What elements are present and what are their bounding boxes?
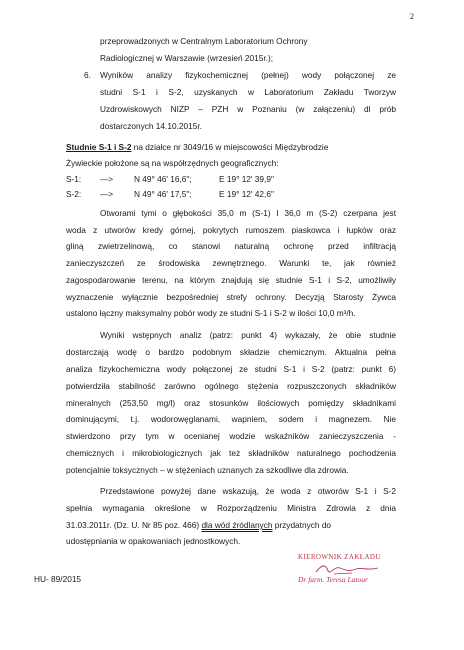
page-number: 2 (410, 12, 414, 21)
para2-line-9: potencjalnie toksycznych – w stężeniach uznanych za szkodliwe dla zdrowia. (66, 465, 349, 475)
list-item-6-line-2: studni S-1 i S-2, uzyskanych w Laboratorium Zakładu Tworzyw (100, 87, 396, 97)
para2-line-4: potwierdziła stabilność zarówno ogólnego stężenia rozpuszczonych składników (66, 381, 396, 391)
para3-line-3-pre: 31.03.2011r. (Dz. U. Nr 85 poz. 466) (66, 520, 202, 530)
document-reference: HU- 89/2015 (34, 574, 82, 584)
para1-line-1: Otworami tymi o głębokości 35,0 m (S-1) I 36,0 m (S-2) czerpana jest (100, 208, 396, 218)
s1-arrow: —> (100, 174, 114, 184)
list-item-6-number: 6. (84, 70, 91, 80)
para2-line-7: stwierdzono przy tym w ocenianej wodzie wskaźników zanieczyszczenia - (66, 431, 396, 441)
para1-line-7: ustalono łączny maksymalny pobór wody ze studni S-1 i S-2 w ilości 10,0 m³/h. (66, 308, 356, 318)
s1-label: S-1: (66, 174, 82, 184)
para1-line-5: zagospodarowanie terenu, na którym znajdują się studnie S-1 i S-2, umożliwiły (66, 275, 396, 285)
para1-line-4: zanieczyszczeń ze środowiska zewnętrznego. Warunki te, jak również (66, 258, 396, 268)
para3-line-1: Przedstawione powyżej dane wskazują, że woda z otworów S-1 i S-2 (100, 486, 396, 496)
s1-latitude: N 49° 46' 16,6"; (134, 174, 192, 184)
list-item-6-line-3: Uzdrowiskowych NIZP – PZH w Poznaniu (w załączeniu) dl prób (100, 104, 396, 114)
para1-line-6: wyznaczenie wyłącznie bezpośredniej strefy ochrony. Decyzją Starosty Żywca (66, 292, 396, 302)
wells-intro-rest: na działce nr 3049/16 w miejscowości Międzybrodzie (131, 142, 329, 152)
para3-line-2: spełnia wymagania określone w Rozporządzeniu Ministra Zdrowia z dnia (66, 503, 396, 513)
s2-longitude: E 19° 12' 42,6" (219, 189, 274, 199)
s2-label: S-2: (66, 189, 82, 199)
s2-latitude: N 49° 46' 17,5"; (134, 189, 192, 199)
para1-line-3: gliną zwietrzelinową, co stanowi naturalną ochronę przed infiltracją (66, 241, 396, 251)
para3-line-3-post: przydatnych do (272, 520, 332, 530)
handwritten-signature (312, 562, 382, 576)
para3-line-3 (66, 520, 331, 531)
list-item-5-line-2: Radiologicznej w Warszawie (wrzesień 2015r.); (100, 53, 274, 63)
para1-line-2: woda z utworów kredy górnej, pokrytych rumoszem piaskowca i łupków oraz (66, 225, 396, 235)
list-item-6-line-1: Wyników analizy fizykochemicznej (pełnej) wody połączonej ze (100, 70, 396, 80)
para2-line-5: mineralnych (253,50 mg/l) oraz stosunków ilościowych pomiędzy składnikami (66, 398, 396, 408)
para2-line-6: dominującymi, t.j. wodorowęglanami, wapniem, sodem i magnezem. Nie (66, 414, 396, 424)
list-item-6-line-4: dostarczonych 14.10.2015r. (100, 121, 202, 131)
stamp-title: KIEROWNIK ZAKŁADU (298, 553, 381, 561)
para2-line-8: chemicznych i mikrobiologicznych jak też składników naturalnego pochodzenia (66, 448, 396, 458)
wells-intro-line-1 (66, 142, 328, 153)
stamp-name: Dr farm. Teresa Latour (298, 575, 368, 584)
para3-line-4: udostępniania w opakowaniach jednostkowych. (66, 536, 241, 546)
para2-line-1: Wyniki wstępnych analiz (patrz: punkt 4) wykazały, że obie studnie (100, 330, 396, 340)
wells-heading: Studnie S-1 i S-2 (66, 142, 132, 152)
para3-underlined-phrase: dla wód źródlanych (201, 520, 273, 530)
wells-intro-line-2: Żywieckie położone są na współrzędnych geograficznych: (66, 158, 279, 168)
para2-line-2: dostarczają wodę o bardzo podobnym składzie chemicznym. Aktualna pełna (66, 347, 396, 357)
para2-line-3: analiza fizykochemiczna wody połączonej ze studni S-1 i S-2 (patrz: punkt 6) (66, 364, 396, 374)
list-item-5-line-1: przeprowadzonych w Centralnym Laboratorium Ochrony (100, 36, 308, 46)
s1-longitude: E 19° 12' 39,9" (219, 174, 274, 184)
s2-arrow: —> (100, 189, 114, 199)
